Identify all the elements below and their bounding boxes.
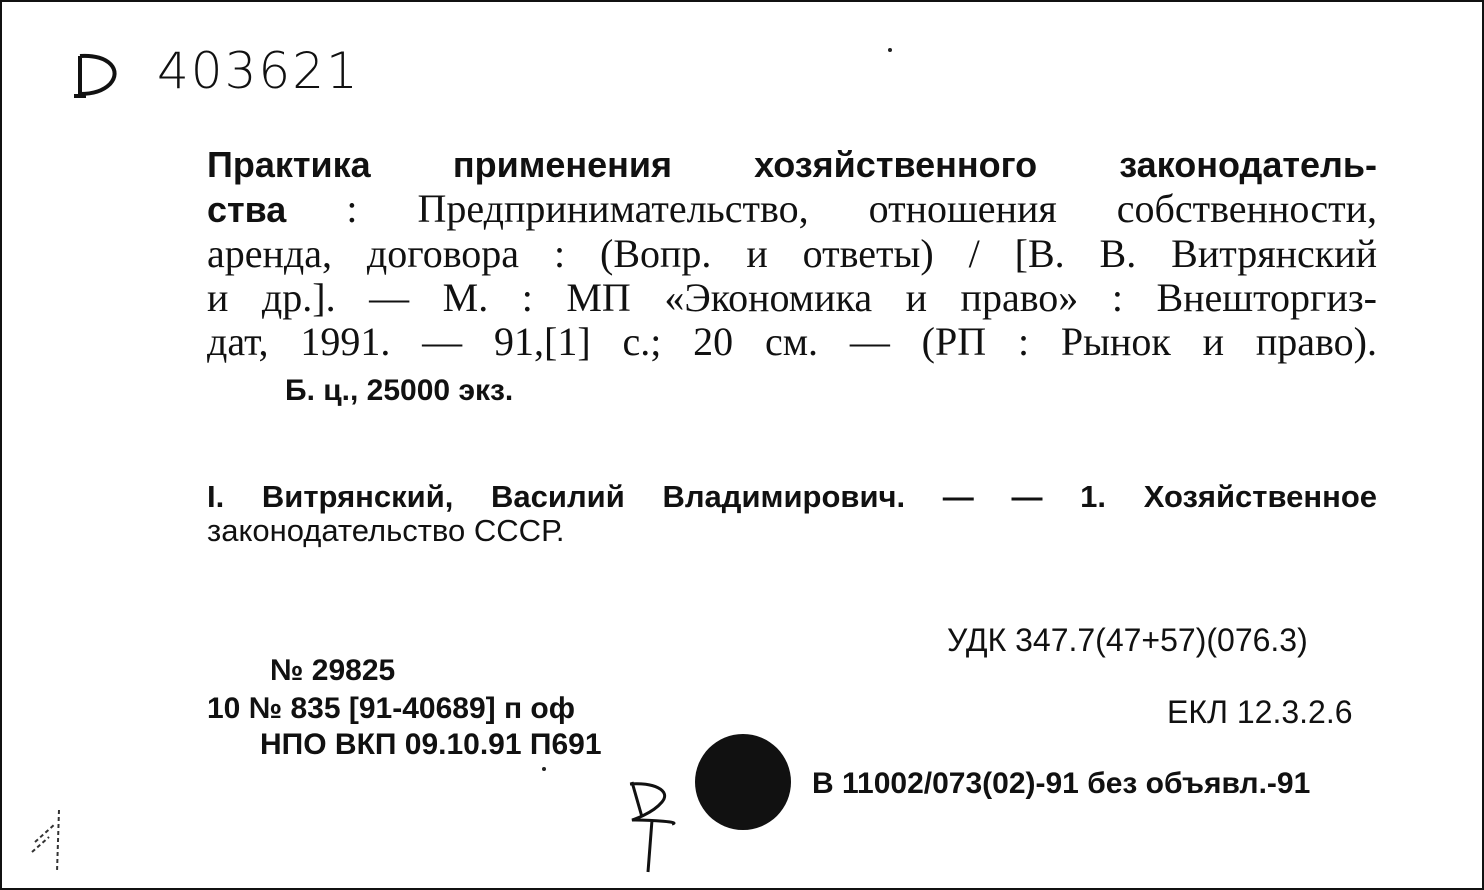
speck [888, 48, 892, 52]
description-line [207, 187, 1377, 232]
card-code: 403621 [157, 42, 360, 100]
description-line [207, 232, 1377, 276]
description-line [207, 320, 1377, 364]
pencil-mark [27, 802, 67, 877]
speck [542, 767, 546, 771]
description-text: аренда, договора : (Вопр. и ответы) / [В. В. Витрянский [207, 231, 1377, 276]
bibliographic-description [207, 142, 1377, 364]
order-number: 10 № 835 [91-40689] п оф [207, 692, 575, 725]
tracing-line: законодательство СССР. [207, 513, 565, 548]
description-line [207, 142, 1377, 187]
library-stamp-mark [70, 46, 130, 106]
punch-hole [695, 734, 791, 830]
ekl-index: ЕКЛ 12.3.2.6 [1167, 694, 1353, 730]
publisher-date: НПО ВКП 09.10.91 П691 [260, 728, 602, 761]
tracings [207, 480, 1377, 548]
description-text: дат, 1991. — 91,[1] с.; 20 см. — (РП : Рынок и право). [207, 319, 1377, 364]
tracing-line: I. Витрянский, Василий Владимирович. — — 1. Хозяйственное [207, 479, 1377, 514]
description-bold: Практика применения хозяйственного законодатель- [207, 144, 1377, 185]
bbk-number: В 11002/073(02)-91 без объявл.-91 [812, 767, 1311, 800]
description-text: : Предпринимательство, отношения собственности, [286, 186, 1377, 231]
udk-index: УДК 347.7(47+57)(076.3) [947, 622, 1308, 658]
handwritten-mark [602, 772, 692, 882]
card-number: № 29825 [270, 654, 396, 687]
price-edition: Б. ц., 25000 экз. [285, 374, 514, 407]
description-bold: ства [207, 189, 287, 230]
description-line [207, 276, 1377, 320]
description-text: и др.]. — М. : МП «Экономика и право» : Внешторгиз- [207, 275, 1377, 320]
